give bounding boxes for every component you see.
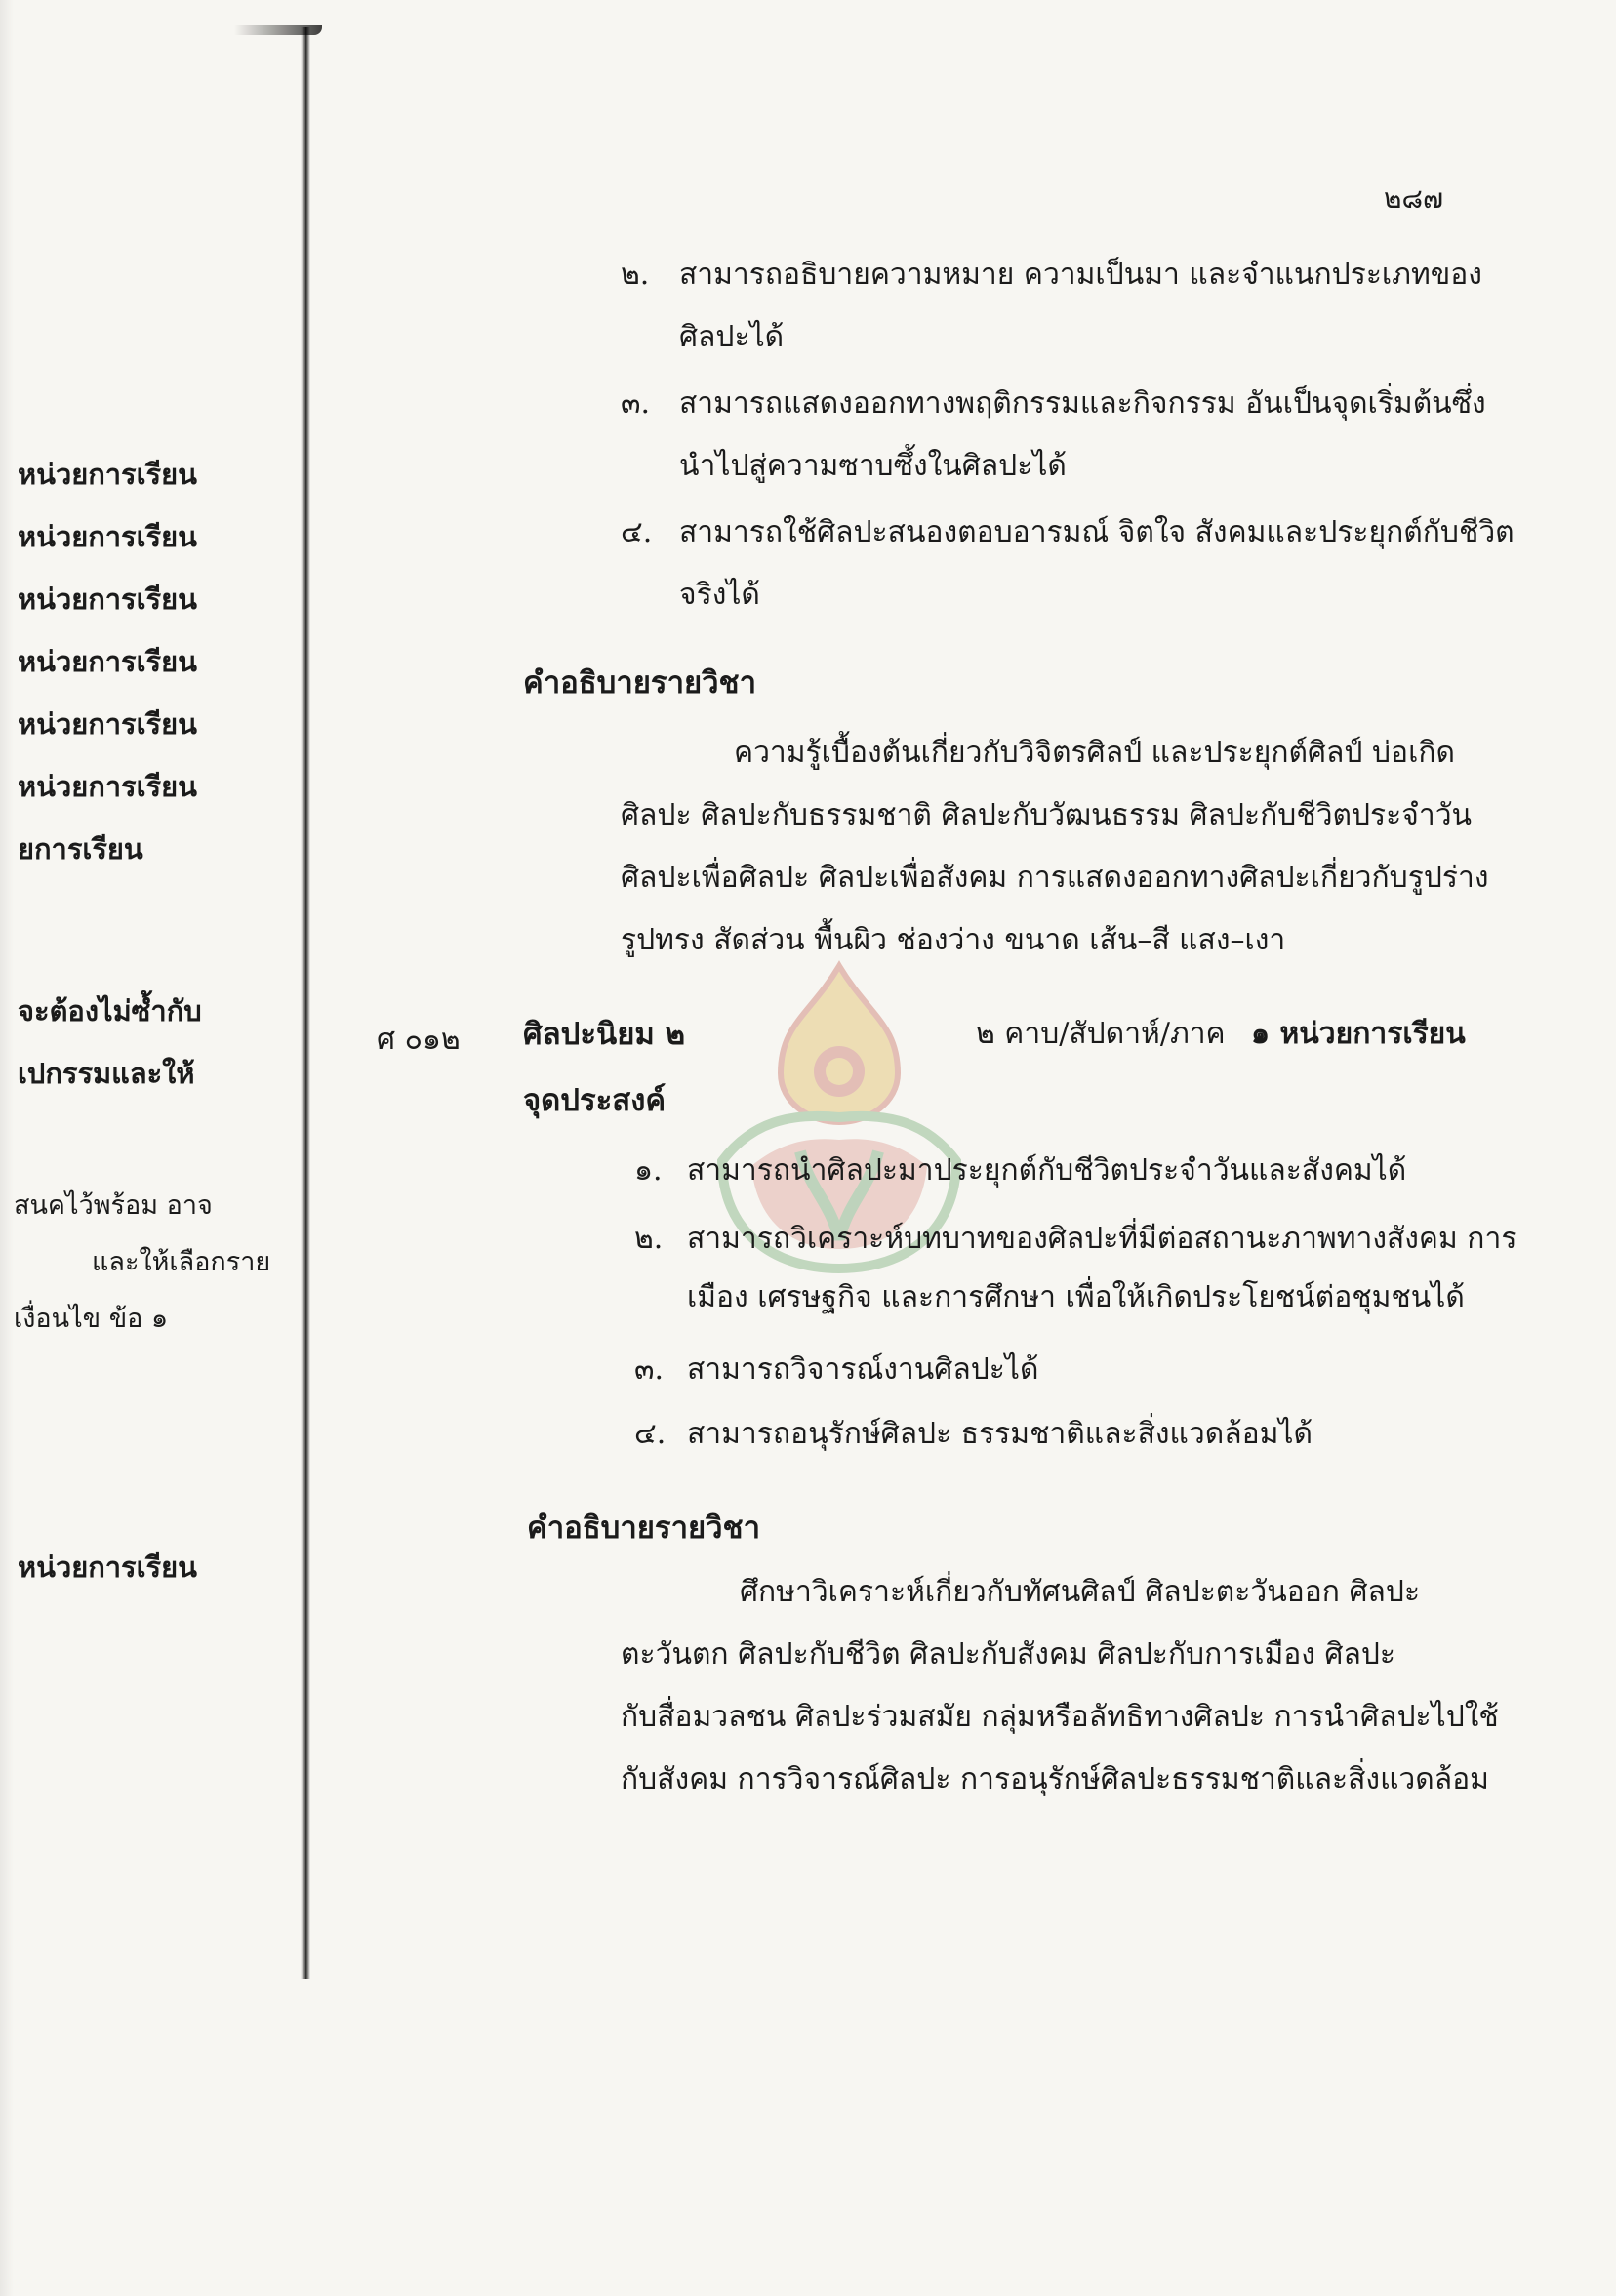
objective-line: สามารถวิจารณ์งานศิลปะได้ [687,1352,1039,1387]
objective-number: ๑. [634,1153,663,1188]
left-column-line: หน่วยการเรียน [18,770,197,803]
description-line: ศิลปะเพื่อศิลปะ ศิลปะเพื่อสังคม การแสดงออกทางศิลปะเกี่ยวกับรูปร่าง [621,861,1489,895]
objective-line: สามารถวิเคราะห์บทบาทของศิลปะที่มีต่อสถานะภาพทางสังคม การ [687,1222,1517,1256]
description-line: กับสังคม การวิจารณ์ศิลปะ การอนุรักษ์ศิลปะธรรมชาติและสิ่งแวดล้อม [621,1762,1489,1796]
page-edge-shadow [0,0,14,2296]
objective-line: ศิลปะได้ [679,320,785,354]
description-line: ศึกษาวิเคราะห์เกี่ยวกับทัศนศิลป์ ศิลปะตะวันออก ศิลปะ [740,1575,1421,1609]
objective-line: เมือง เศรษฐกิจ และการศึกษา เพื่อให้เกิดประโยชน์ต่อชุมชนได้ [687,1280,1465,1314]
section-heading: คำอธิบายรายวิชา [523,665,757,701]
left-column-line: สนคไว้พร้อม อาจ [14,1190,213,1221]
course-code: ศ ๐๑๒ [377,1023,461,1057]
left-column-line: หน่วยการเรียน [18,1551,197,1584]
left-column-line: เปกรรมและให้ [18,1057,195,1090]
description-line: ความรู้เบื้องต้นเกี่ยวกับวิจิตรศิลป์ และประยุกต์ศิลป์ บ่อเกิด [734,736,1455,770]
left-column-line: จะต้องไม่ซ้ำกับ [18,994,202,1027]
course-credits: ๑ หน่วยการเรียน [1251,1017,1466,1051]
objective-line: สามารถนำศิลปะมาประยุกต์กับชีวิตประจำวันและสังคมได้ [687,1153,1407,1188]
left-column-line: หน่วยการเรียน [18,520,197,553]
objective-line: สามารถใช้ศิลปะสนองตอบอารมณ์ จิตใจ สังคมและประยุกต์กับชีวิต [679,515,1515,549]
objective-line: จริงได้ [679,578,760,612]
objective-line: สามารถอธิบายความหมาย ความเป็นมา และจำแนกประเภทของ [679,258,1482,292]
objective-number: ๓. [634,1352,665,1387]
objective-number: ๔. [634,1417,667,1451]
objective-number: ๒. [621,258,650,292]
course-hours: ๒ คาบ/สัปดาห์/ภาค [976,1017,1226,1051]
section-heading: คำอธิบายรายวิชา [527,1511,761,1546]
left-column-line: หน่วยการเรียน [18,707,197,741]
book-gutter [301,27,310,1979]
description-line: ตะวันตก ศิลปะกับชีวิต ศิลปะกับสังคม ศิลปะกับการเมือง ศิลปะ [621,1637,1396,1672]
description-line: ศิลปะ ศิลปะกับธรรมชาติ ศิลปะกับวัฒนธรรม ศิลปะกับชีวิตประจำวัน [621,798,1473,832]
left-column-line: หน่วยการเรียน [18,583,197,616]
objective-line: นำไปสู่ความซาบซึ้งในศิลปะได้ [679,449,1067,483]
course-title: ศิลปะนิยม ๒ [523,1017,686,1052]
objective-number: ๓. [621,386,651,421]
left-column-line: เงื่อนไข ข้อ ๑ [14,1304,169,1334]
left-column-line: หน่วยการเรียน [18,645,197,678]
objective-number: ๔. [621,515,653,549]
left-column-line: หน่วยการเรียน [18,458,197,491]
left-column-line: และให้เลือกราย [92,1247,271,1277]
objective-line: สามารถอนุรักษ์ศิลปะ ธรรมชาติและสิ่งแวดล้อมได้ [687,1417,1313,1451]
description-line: รูปทรง สัดส่วน พื้นผิว ช่องว่าง ขนาด เส้น–สี แสง–เงา [621,923,1286,957]
objective-line: สามารถแสดงออกทางพฤติกรรมและกิจกรรม อันเป็นจุดเริ่มต้นซึ่ง [679,386,1486,421]
objective-number: ๒. [634,1222,664,1256]
description-line: กับสื่อมวลชน ศิลปะร่วมสมัย กลุ่มหรือลัทธิทางศิลปะ การนำศิลปะไปใช้ [621,1700,1499,1734]
section-heading: จุดประสงค์ [523,1083,667,1118]
left-column-line: ยการเรียน [18,832,143,866]
page-number: ๒๘๗ [1384,182,1444,215]
